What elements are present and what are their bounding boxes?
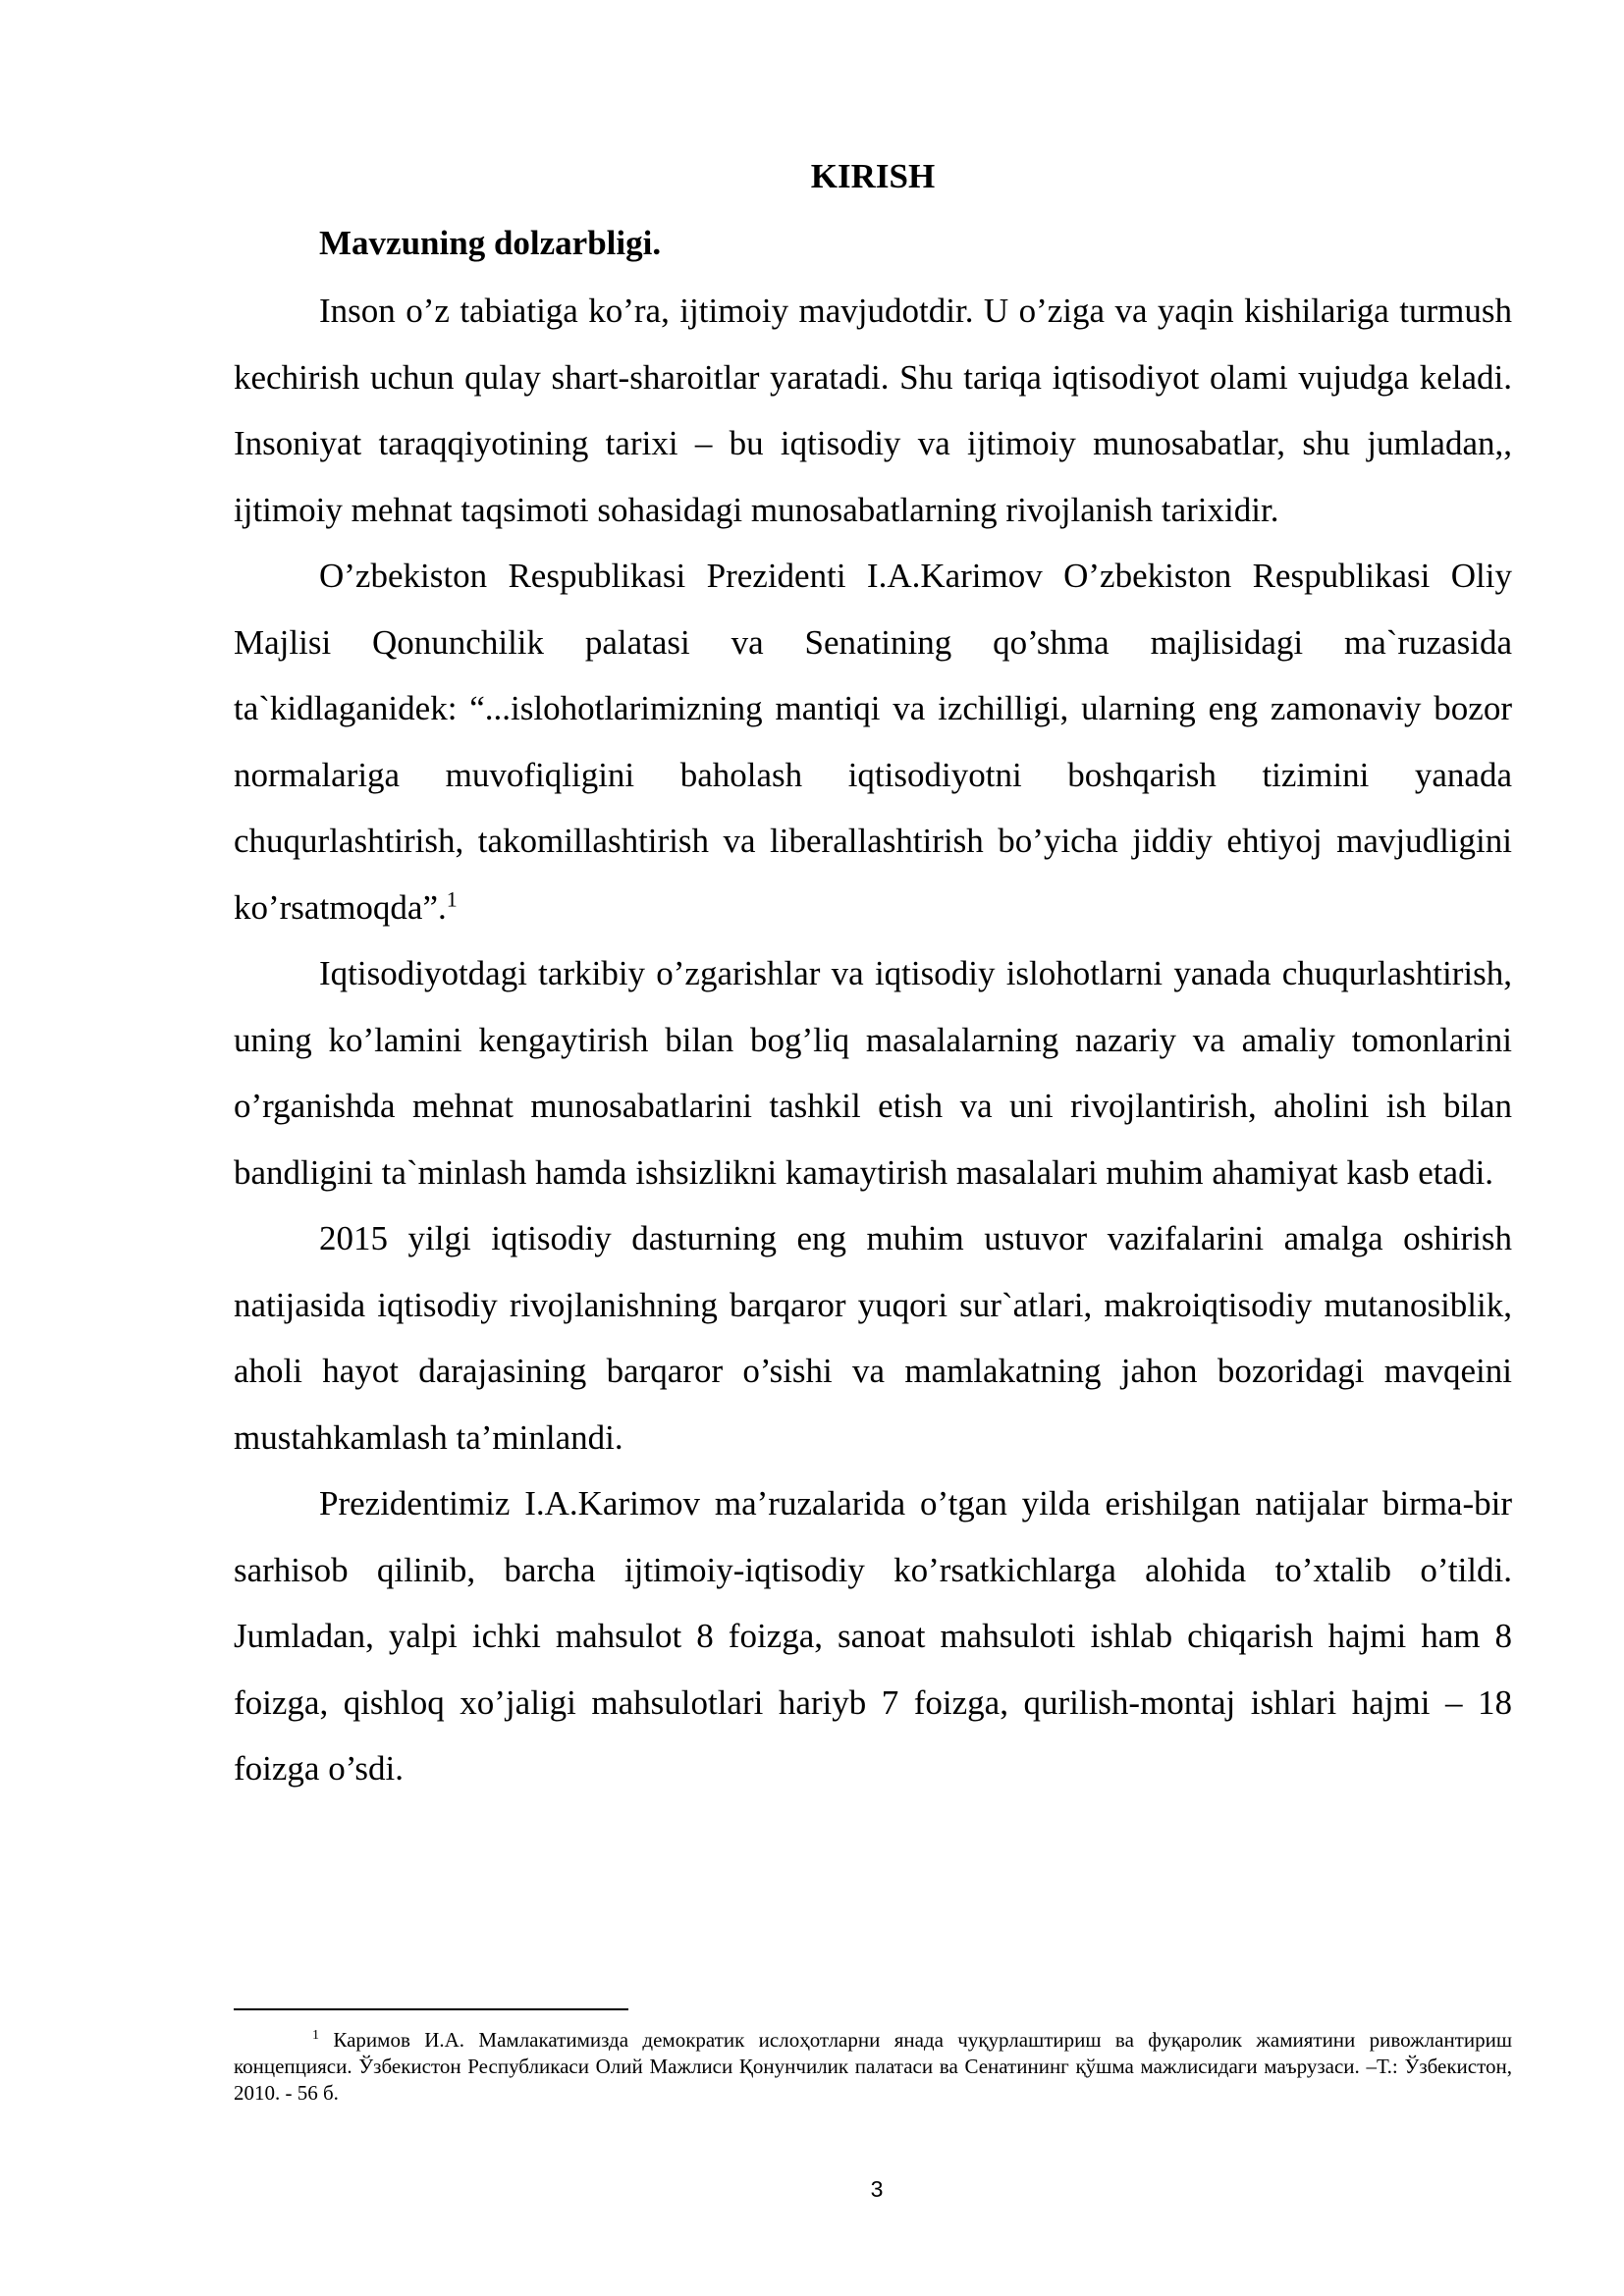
footnote-separator <box>234 2008 628 2010</box>
paragraph <box>234 1205 1512 1470</box>
paragraph-text: Inson o’z tabiatiga ko’ra, ijtimoiy mavjudotdir. U o’ziga va yaqin kishilariga turmush kechirish uchun qulay shart-sharoitlar yaratadi. Shu tariqa iqtisodiyot olami vujudga keladi. Insoniyat taraqqiyotining tarixi – bu iqtisodiy va ijtimoiy munosabatlar, shu jumladan,, ijtimoiy mehnat taqsimoti sohasidagi munosabatlarning rivojlanish tarixidir. <box>234 292 1512 529</box>
page-number: 3 <box>870 2176 884 2202</box>
paragraph <box>234 1470 1512 1802</box>
section-subheading: Mavzuning dolzarbligi. <box>319 224 662 262</box>
main-text <box>234 152 1512 1802</box>
paragraph-text: O’zbekiston Respublikasi Prezidenti I.A.Karimov O’zbekiston Respublikasi Oliy Majlisi Qonunchilik palatasi va Senatining qo’shma majlisidagi ma`ruzasida ta`kidlaganidek: “...islohotlarimizning mantiqi va izchilligi, ularning eng zamonaviy bozor normalariga muvofiqligini baholash iqtisodiyotni boshqarish tizimini yanada chuqurlashtirish, takomillashtirish va liberallashtirish bo’yicha jiddiy ehtiyoj mavjudligini ko’rsatmoqda”. <box>234 557 1512 927</box>
paragraph <box>234 278 1512 543</box>
paragraph-text: Prezidentimiz I.A.Karimov ma’ruzalarida o’tgan yilda erishilgan natijalar birma-bir sarhisob qilinib, barcha ijtimoiy-iqtisodiy ko’rsatkichlarga alohida to’xtalib o’tildi. Jumladan, yalpi ichki mahsulot 8 foizga, sanoat mahsuloti ishlab chiqarish hajmi ham 8 foizga, qishloq xo’jaligi mahsulotlari hariyb 7 foizga, qurilish-montaj ishlari hajmi – 18 foizga o’sdi. <box>234 1484 1512 1788</box>
paragraph <box>234 940 1512 1205</box>
footnote-marker: 1 <box>312 2028 319 2043</box>
paragraph <box>234 543 1512 940</box>
paragraph-text: Iqtisodiyotdagi tarkibiy o’zgarishlar va iqtisodiy islohotlarni yanada chuqurlashtirish, uning ko’lamini kengaytirish bilan bog’liq masalalarning nazariy va amaliy tomonlarini o’rganishda mehnat munosabatlarini tashkil etish va uni rivojlantirish, aholini ish bilan bandligini ta`minlash hamda ishsizlikni kamaytirish masalalari muhim ahamiyat kasb etadi. <box>234 954 1512 1192</box>
paragraph-text: 2015 yilgi iqtisodiy dasturning eng muhim ustuvor vazifalarini amalga oshirish natijasida iqtisodiy rivojlanishning barqaror yuqori sur`atlari, makroiqtisodiy mutanosiblik, aholi hayot darajasining barqaror o’sishi va mamlakatning jahon bozoridagi mavqeini mustahkamlash ta’minlandi. <box>234 1219 1512 1457</box>
footnote-text: Каримов И.А. Мамлакатимизда демократик ислоҳотларни янада чуқурлаштириш ва фуқаролик жамиятини ривожлантириш концепцияси. Ўзбекистон Республикаси Олий Мажлиси Қонунчилик палатаси ва Сенатининг қўшма мажлисидаги маърузаси. –Т.: Ўзбекистон, 2010. - 56 б. <box>234 2028 1513 2105</box>
footnote <box>234 2027 1512 2107</box>
footnote-reference[interactable]: 1 <box>446 885 458 911</box>
page-heading: KIRISH <box>810 157 936 195</box>
